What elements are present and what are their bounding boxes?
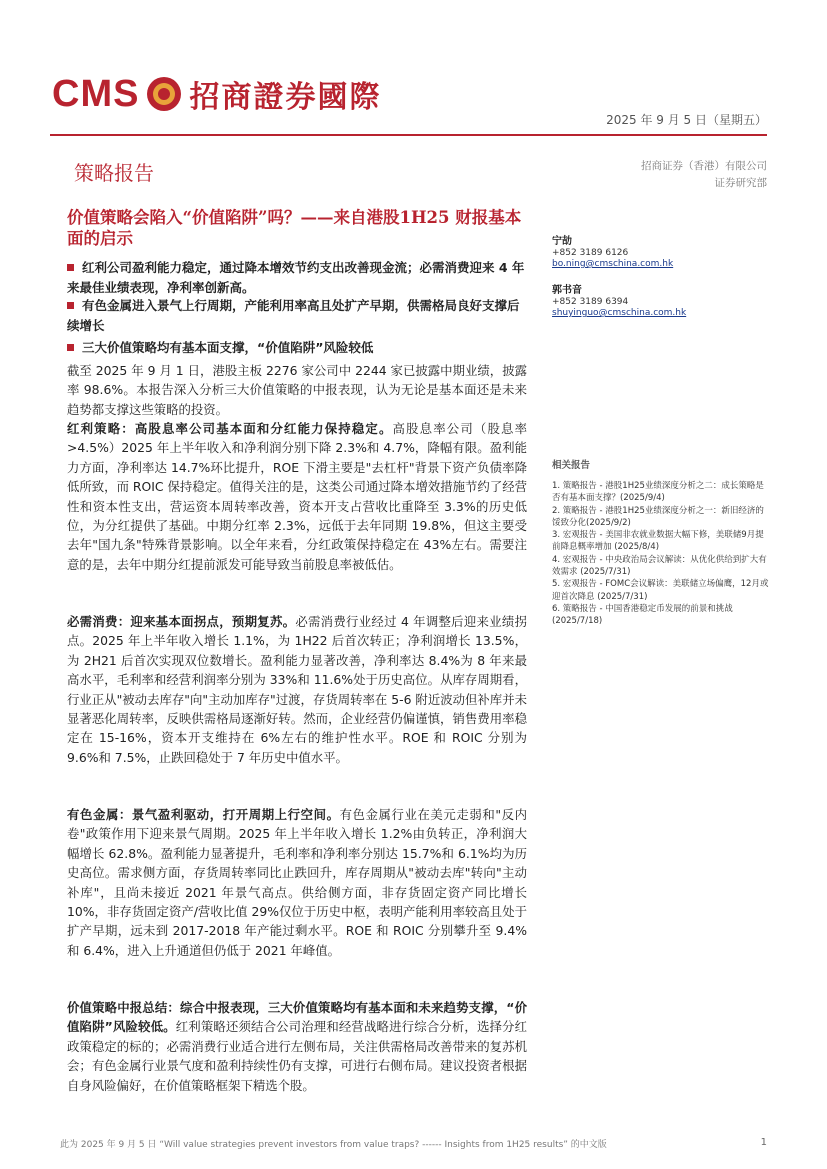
consumer-staples-section: [67, 612, 527, 767]
document-type: 策略报告: [74, 161, 154, 185]
key-point-1: 红利公司盈利能力稳定，通过降本增效节约支出改善现金流；必需消费迎来 4 年来最佳业绩表现，净利率创新高。: [67, 260, 525, 295]
dividend-section: [67, 419, 527, 574]
bullet-square-icon: [67, 344, 74, 351]
key-point-3: 三大价值策略均有基本面支撑，“价值陷阱”风险较低: [67, 338, 527, 358]
related-report-item[interactable]: 2. 策略报告 - 港股1H25业绩深度分析之一：新旧经济的馁致分化(2025/9/2): [552, 505, 764, 528]
analyst-email-link[interactable]: bo.ning@cmschina.com.hk: [552, 259, 674, 269]
logo-latin: CMS: [52, 72, 140, 115]
section-body: 红利策略还须结合公司治理和经营战略进行综合分析，选择分红政策稳定的标的；必需消费行业适合进行左侧布局，关注供需格局改善带来的复苏机会；有色金属行业景气度和盈利持续性仍有支撑，可进行右侧布局。建议投资者根据自身风险偏好，在价值策略框架下精选个股。: [67, 1019, 527, 1093]
nonferrous-metals-section: [67, 805, 527, 960]
analyst-email-link[interactable]: shuyinguo@cmschina.com.hk: [552, 308, 687, 318]
summary-section: [67, 998, 527, 1095]
page-number: 1: [760, 1137, 767, 1148]
related-reports-heading: 相关报告: [552, 460, 591, 471]
key-point-2: 有色金属进入景气上行周期，产能利用率高且处扩产早期，供需格局良好支撑后续增长: [67, 298, 520, 333]
related-reports-list: [552, 480, 770, 628]
section-body: 有色金属行业在美元走弱和"反内卷"政策作用下迎来景气周期。2025 年上半年收入增长 1.2%由负转正，净利润大幅增长 62.8%。盈利能力显著提升，毛利率和净利率分别达 15.7%和 6.1%均为历史高位。需求侧方面，存货周转率同比止跌回升，库存周期从"被动去库"转向"主动补库"，且尚未接近 2021 年景气高点。供给侧方面，非存货固定资产同比增长 10%，非存货固定资产/营收比值 29%仅位于历史中枢，表明产能利用率较高且处于扩产早期，远未到 2017-2018 年产能过剩水平。ROE 和 ROIC 分别攀升至 9.4%和 6.4%，进入上升通道但仍低于 2021 年峰值。: [67, 807, 527, 958]
related-report-item[interactable]: 1. 策略报告 - 港股1H25业绩深度分析之二：成长策略是否有基本面支撑？(2025/9/4): [552, 481, 764, 504]
logo-chinese: 招商證券國際: [189, 80, 382, 115]
related-report-item[interactable]: 4. 宏观报告 - 中央政治局会议解读：从优化供给到扩大有效需求 (2025/7/31): [552, 554, 767, 578]
related-report-item[interactable]: 3. 宏观报告 - 美国非农就业数据大幅下修，美联储9月提前降息概率增加 (2025/8/4): [552, 530, 764, 553]
report-title: 价值策略会陷入“价值陷阱”吗？——来自港股1H25 财报基本面的启示: [67, 208, 522, 248]
section-lead: 必需消费：迎来基本面拐点，预期复苏。: [67, 614, 296, 629]
company-logo: [52, 72, 381, 116]
analyst-card: [552, 285, 686, 320]
analyst-name: 郭书音: [552, 285, 582, 296]
section-lead: 价值策略中报总结：综合中报表现，三大价值策略均有基本面和未来趋势支撑，“价值陷阱”风险较低。: [67, 1000, 527, 1035]
section-lead: 红利策略：高股息率公司基本面和分红能力保持稳定。: [67, 421, 393, 436]
bullet-square-icon: [67, 302, 74, 309]
logo-emblem-icon: [147, 77, 181, 111]
company-name: 招商证券（香港）有限公司: [641, 160, 767, 172]
bullet-square-icon: [67, 264, 74, 271]
related-report-item[interactable]: 5. 宏观报告 - FOMC会议解读：美联储立场偏鹰，12月或迎首次降息 (2025/7/31): [552, 579, 769, 602]
analyst-name: 宁劼: [552, 236, 572, 247]
analyst-phone: +852 3189 6126: [552, 247, 629, 258]
footer-note: 此为 2025 年 9 月 5 日 “Will value strategies prevent investors from value traps? ------ Insights from 1H25 results” 的中文版: [60, 1140, 607, 1150]
section-body: 高股息率公司（股息率>4.5%）2025 年上半年收入和净利润分别下降 2.3%和 4.7%，降幅有限。盈利能力方面，净利率达 14.7%环比提升，ROE 下滑主要是"去杠杆"背景下资产负债率降低所致，而 ROIC 保持稳定。值得关注的是，这类公司通过降本增效措施节约了经营性和资本性支出，营运资本周转率改善，资本开支占营收比重降至 3.3%的历史低位，为分红提供了基础。中期分红率 2.3%，远低于去年同期 19.8%，但这主要受去年"国九条"特殊背景影响。以全年来看，分红政策保持稳定在 43%左右。需要注意的是，去年中期分红提前派发可能导致当前股息率被低估。: [67, 421, 528, 572]
header-divider: [50, 134, 767, 136]
related-report-item[interactable]: 6. 策略报告 - 中国香港稳定币发展的前景和挑战 (2025/7/18): [552, 603, 733, 627]
analyst-card: [552, 236, 673, 271]
section-lead: 有色金属：景气盈利驱动，打开周期上行空间。: [67, 807, 340, 822]
intro-paragraph: 截至 2025 年 9 月 1 日，港股主板 2276 家公司中 2244 家已披露中期业绩，披露率 98.6%。本报告深入分析三大价值策略的中报表现，认为无论是基本面还是未来趋势都支撑这些策略的投资。: [67, 363, 527, 417]
report-date: 2025 年 9 月 5 日（星期五）: [606, 113, 767, 127]
department-name: 证券研究部: [714, 177, 767, 189]
section-body: 必需消费行业经过 4 年调整后迎来业绩拐点。2025 年上半年收入增长 1.1%，为 1H22 后首次转正；净利润增长 13.5%，为 2H21 后首次实现双位数增长。盈利能力显著改善，净利率达 8.4%为 8 年来最高水平，毛利率和经营利润率分别为 33%和 11.6%处于历史高位。从库存周期看，行业正从"被动去库存"向"主动加库存"过渡，存货周转率在 5-6 附近波动但补库并未显著恶化周转率，反映供需格局逐渐好转。然而，企业经营仍偏谨慎，销售费用率稳定在 15-16%，资本开支维持在 6%左右的维护性水平。ROE 和 ROIC 分别为 9.6%和 7.5%，止跌回稳处于 7 年历史中值水平。: [67, 614, 527, 765]
analyst-phone: +852 3189 6394: [552, 296, 629, 307]
company-info: [641, 158, 767, 192]
